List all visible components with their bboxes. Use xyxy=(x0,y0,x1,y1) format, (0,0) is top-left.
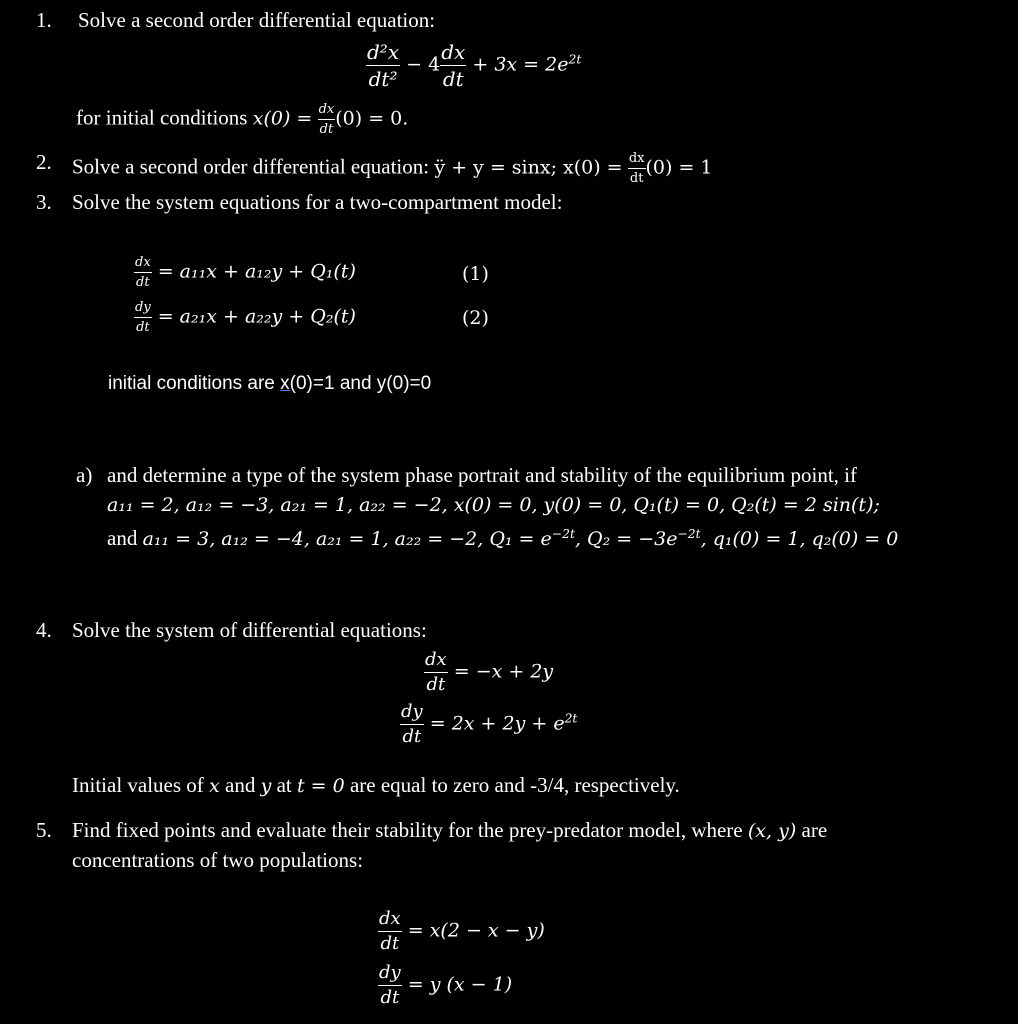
problem-3-text: Solve the system equations for a two-compartment model: xyxy=(72,190,563,214)
problem-1-intro: Solve a second order differential equation: xyxy=(78,8,436,32)
equation-label-2: (2) xyxy=(462,307,489,329)
problem-5-number: 5. xyxy=(36,818,52,842)
problem-3-equation-2: $\frac{dy}{dt}$ = a₂₁x + a₂₂y + Q₂(t) xyxy=(135,300,356,335)
dx-dt-fraction: $\frac{dx}{dt}$ xyxy=(441,40,466,91)
part-a-label: a) xyxy=(76,463,93,487)
problem-5-equation-2: $\frac{dy}{dt}$ = y (x − 1) xyxy=(379,962,513,1008)
problem-3-number: 3. xyxy=(36,190,52,214)
problem-3-equation-1: $\frac{dx}{dt}$ = a₁₁x + a₁₂y + Q₁(t) xyxy=(135,255,356,290)
problem-1-number: 1. xyxy=(36,8,52,32)
part-a-parameters-1: a₁₁ = 2, a₁₂ = −3, a₂₁ = 1, a₂₂ = −2, x(0) = 0, y(0) = 0, Q₁(t) = 0, Q₂(t) = 2 sin(t); xyxy=(107,494,880,516)
problem-1-equation: $\frac{\text{d²x}}{\text{dt²}}$ − 4 $\frac{dx}{dt}$ + $3x = 2e^{2t}$ xyxy=(367,40,582,91)
problem-2-line: Solve a second order differential equation: ÿ + y = sinx; x(0) = $\frac{dx}{dt}$ (0) = 1 xyxy=(72,151,713,186)
problem-2-number: 2. xyxy=(36,150,52,174)
equation-label-1: (1) xyxy=(462,263,489,285)
problem-5-line-1: Find fixed points and evaluate their stability for the prey-predator model, where (x, y) are xyxy=(72,818,828,842)
problem-4-initial-values: Initial values of x and y at t = 0 are equal to zero and -3/4, respectively. xyxy=(72,773,680,797)
problem-1-conditions: for initial conditions x(0) = $\frac{dx}{dt}$ (0) = 0. xyxy=(76,102,409,137)
problem-3-initial-conditions: initial conditions are x(0)=1 and y(0)=0 xyxy=(108,373,432,394)
problem-5-equation-1: $\frac{dx}{dt}$ = x(2 − x − y) xyxy=(379,908,545,954)
part-a-parameters-2: and a₁₁ = 3, a₁₂ = −4, a₂₁ = 1, a₂₂ = −2, $Q_1 = e^{-2t}$, $Q_2 = -3e^{-2t}$, q₁(0) = 1, q₂(0) = 0 xyxy=(107,526,899,550)
problem-4-equation-1: $\frac{dx}{dt}$ = −x + 2y xyxy=(425,649,554,695)
problem-4-equation-2: $\frac{dy}{dt}$ = $2x + 2y + e^{2t}$ xyxy=(401,701,578,747)
problem-4-text: Solve the system of differential equations: xyxy=(72,618,427,642)
part-a-text: and determine a type of the system phase portrait and stability of the equilibrium point, if xyxy=(107,463,857,487)
d2x-dt2-fraction: $\frac{\text{d²x}}{\text{dt²}}$ xyxy=(367,40,400,91)
problem-4-number: 4. xyxy=(36,618,52,642)
problem-5-line-2: concentrations of two populations: xyxy=(72,848,364,872)
